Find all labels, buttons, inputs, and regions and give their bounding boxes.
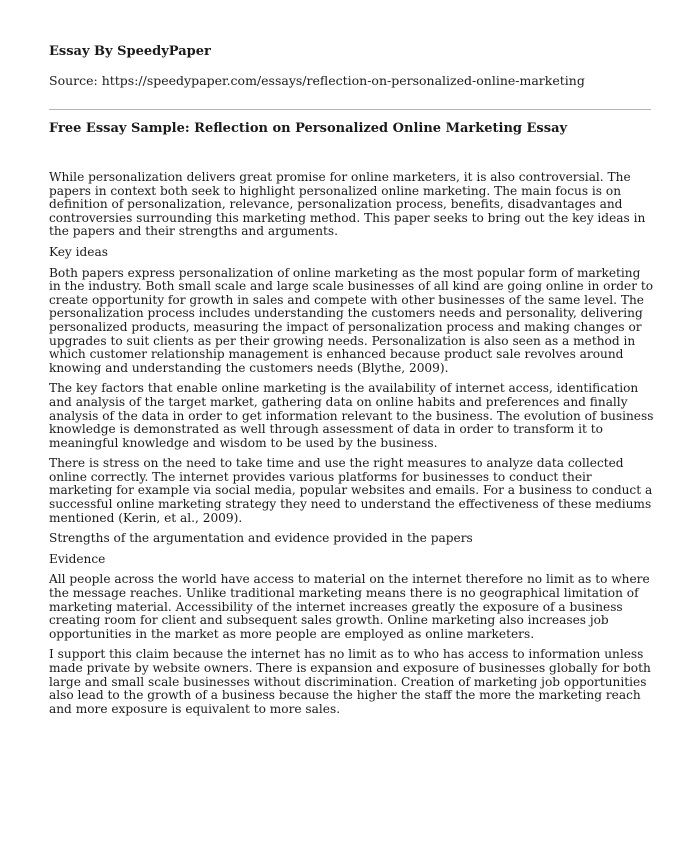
paragraph-evidence-1: All people across the world have access to material on the internet therefore no limit as to where the message reaches. Unlike traditional marketing means there is no geographical limitation of marketing material. Accessibility of the internet increases greatly the exposure of a business creating room for client and subsequent sales growth. Online marketing also increases job opportunities in the market as more people are employed as online marketers. (49, 572, 650, 641)
divider (49, 109, 651, 110)
section-heading-strengths: Strengths of the argumentation and evidence provided in the papers (49, 531, 473, 546)
paragraph-key-ideas-3: There is stress on the need to take time and use the right measures to analyze data collected online correctly. The internet provides various platforms for businesses to conduct their marketing for example via social media, popular websites and emails. For a business to conduct a successful online marketing strategy they need to understand the effectiveness of these mediums mentioned (Kerin, et al., 2009). (49, 456, 653, 525)
source-line: Source: https://speedypaper.com/essays/reflection-on-personalized-online-marketing (49, 73, 585, 88)
brand-heading: Essay By SpeedyPaper (49, 44, 211, 59)
section-heading-evidence: Evidence (49, 551, 106, 566)
paragraph-intro: While personalization delivers great promise for online marketers, it is also controversial. The papers in context both seek to highlight personalized online marketing. The main focus is on definition of personalization, relevance, personalization process, benefits, disadvantages and controversies surrounding this marketing method. This paper seeks to bring out the key ideas in the papers and their strengths and arguments. (49, 170, 646, 239)
paragraph-evidence-2: I support this claim because the internet has no limit as to who has access to information unless made private by website owners. There is expansion and exposure of businesses globally for both large and small scale businesses without discrimination. Creation of marketing job opportunities also lead to the growth of a business because the higher the staff the more the marketing reach and more exposure is equivalent to more sales. (49, 647, 651, 716)
essay-title: Free Essay Sample: Reflection on Personalized Online Marketing Essay (49, 121, 568, 136)
paragraph-key-ideas-2: The key factors that enable online marketing is the availability of internet access, identification and analysis of the target market, gathering data on online habits and preferences and finally analysis of the data in order to get information relevant to the business. The evolution of business knowledge is demonstrated as well through assessment of data in order to transform it to meaningful knowledge and wisdom to be used by the business. (49, 381, 654, 450)
essay-body (49, 171, 655, 723)
section-heading-key-ideas: Key ideas (49, 244, 108, 259)
paragraph-key-ideas-1: Both papers express personalization of online marketing as the most popular form of marketing in the industry. Both small scale and large scale businesses of all kind are going online in order to create opportunity for growth in sales and compete with other businesses of the same level. The personalization process includes understanding the customers needs and personality, delivering personalized products, measuring the impact of personalization process and making changes or upgrades to suit clients as per their growing needs. Personalization is also seen as a method in which customer relationship management is enhanced because product sale revolves around knowing and understanding the customers needs (Blythe, 2009). (49, 265, 654, 375)
